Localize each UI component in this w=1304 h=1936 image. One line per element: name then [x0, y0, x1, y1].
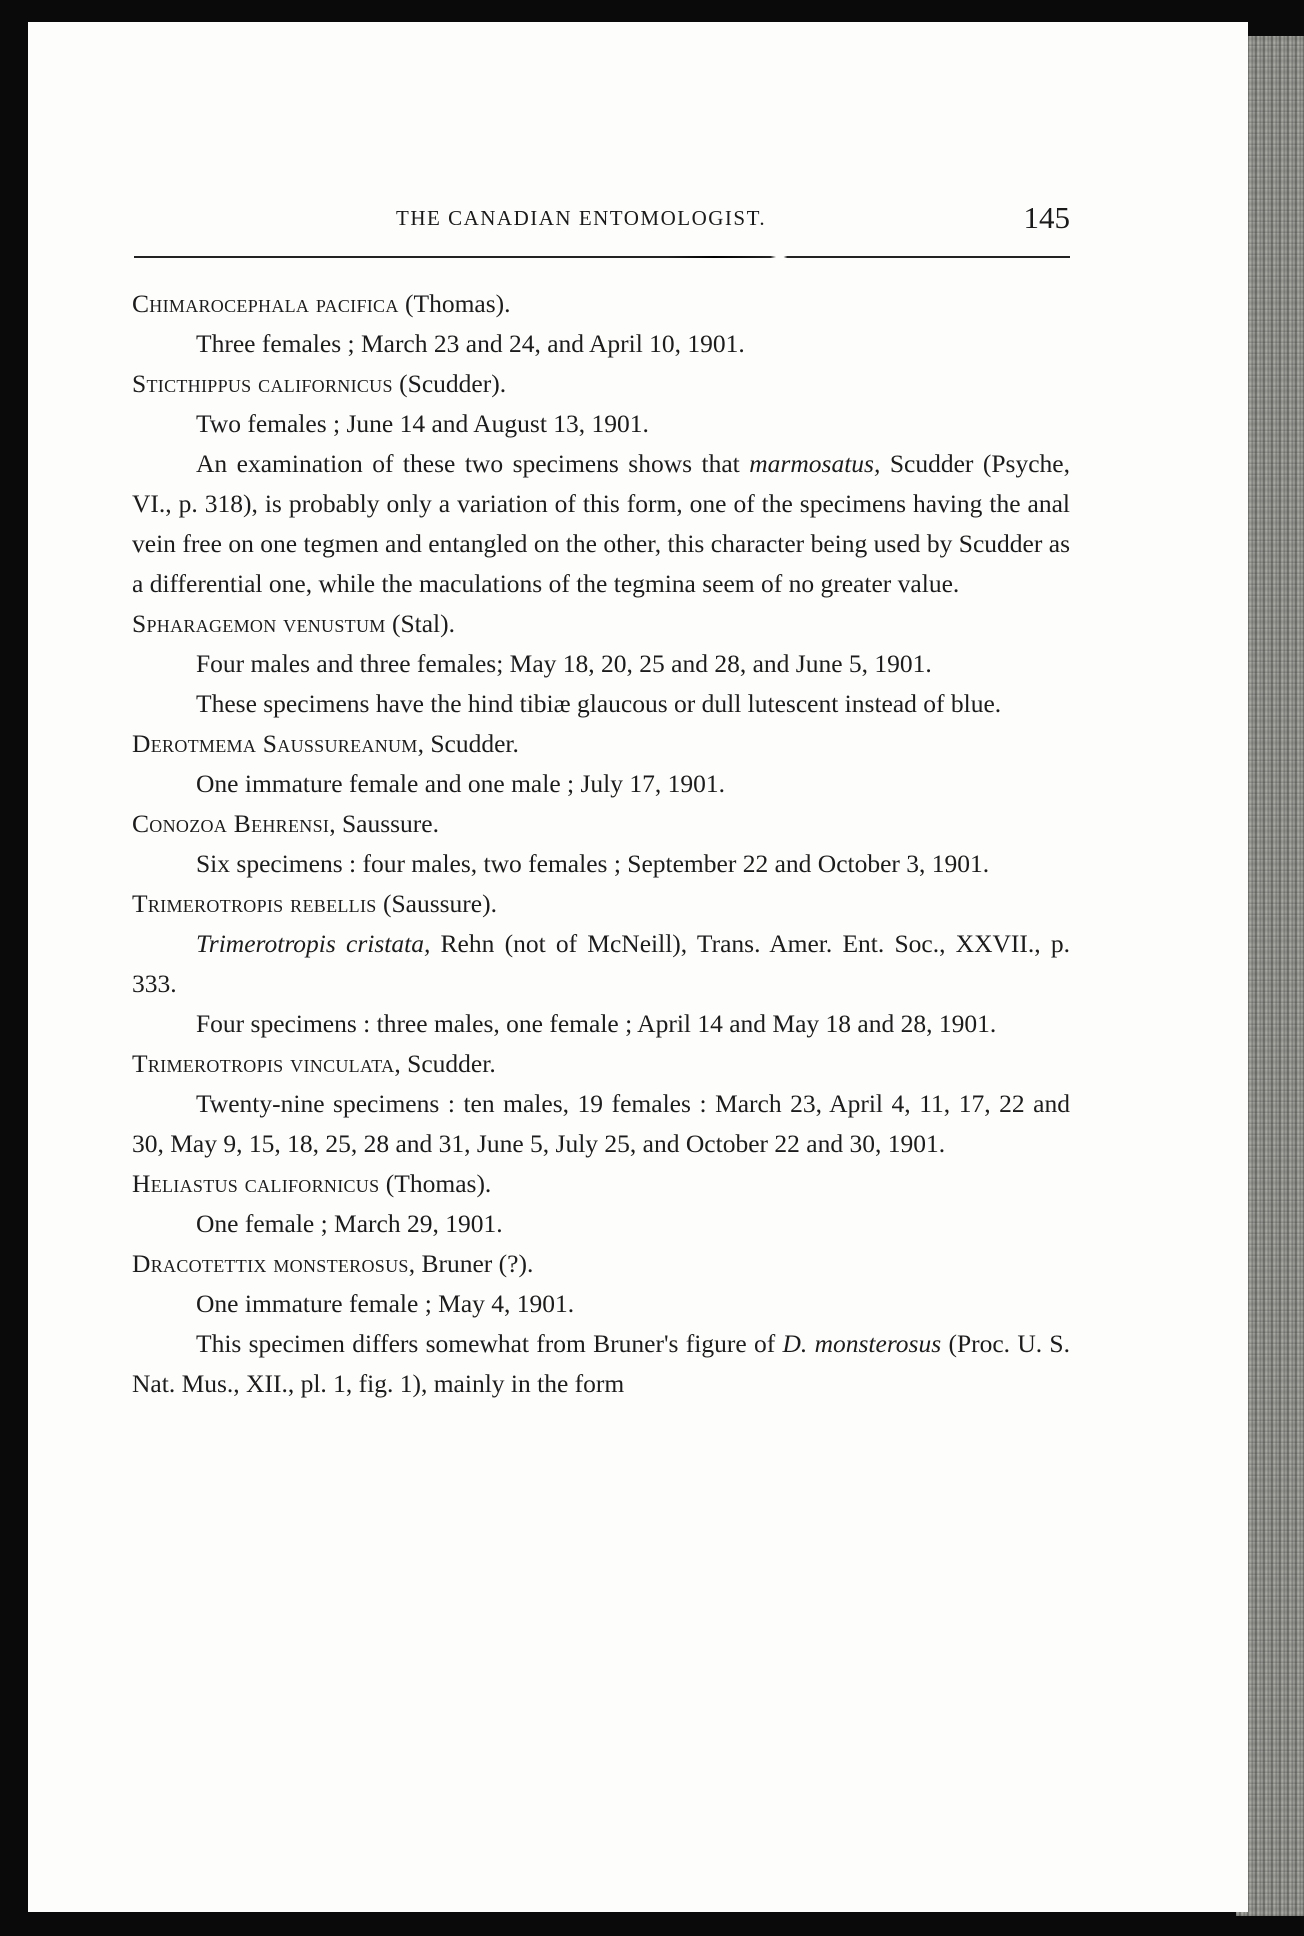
italic-taxon: monsterosus	[814, 1329, 942, 1358]
species-author: , Scudder.	[394, 1049, 496, 1078]
species-name: Sticthippus californicus	[132, 369, 393, 398]
species-name: Derotmema Saussureanum	[132, 729, 418, 758]
species-author: , Scudder.	[417, 729, 519, 758]
species-heading	[132, 1244, 1070, 1284]
species-heading	[132, 804, 1070, 844]
species-author: (Scudder).	[399, 369, 507, 398]
paragraph: Three females ; March 23 and 24, and April 10, 1901.	[196, 329, 745, 358]
paragraph: One female ; March 29, 1901.	[196, 1209, 503, 1238]
italic-taxon: Trimerotropis cristata,	[196, 929, 431, 958]
species-name: Conozoa Behrensi	[132, 809, 330, 838]
species-author: (Thomas).	[385, 1169, 492, 1198]
paragraph: Four specimens : three males, one female ; April 14 and May 18 and 28, 1901.	[196, 1009, 997, 1038]
italic-taxon: marmosatus,	[749, 449, 881, 478]
page-body	[132, 284, 1070, 1404]
species-name: Trimerotropis vinculata	[132, 1049, 395, 1078]
synonym-paragraph: Trimerotropis cristata, Rehn (not of McNeill), Trans. Amer. Ent. Soc., XXVII., p. 333.	[132, 929, 1070, 998]
paragraph: An examination of these two specimens shows that marmosatus, Scudder (Psyche, VI., p. 318), is probably only a variation of this form, one of the specimens having the anal vein free on one tegmen and entangled on the other, this character being used by Scudder as a differential one, while the maculations of the tegmina seem of no greater value.	[132, 449, 1070, 598]
species-author: , Saussure.	[329, 809, 439, 838]
species-author: (Thomas).	[405, 289, 511, 318]
species-author: (Saussure).	[382, 889, 497, 918]
paragraph: Six specimens : four males, two females ; September 22 and October 3, 1901.	[196, 849, 990, 878]
species-name: Heliastus californicus	[132, 1169, 380, 1198]
species-heading	[132, 1044, 1070, 1084]
species-name: Chimarocephala pacifica	[132, 289, 399, 318]
page-number: 145	[1023, 200, 1070, 235]
species-heading	[132, 884, 1070, 924]
paragraph: One immature female ; May 4, 1901.	[196, 1289, 575, 1318]
species-name: Trimerotropis rebellis	[132, 889, 377, 918]
species-author: (Stal).	[391, 609, 455, 638]
running-title: THE CANADIAN ENTOMOLOGIST.	[396, 206, 767, 230]
species-heading	[132, 724, 1070, 764]
paragraph: One immature female and one male ; July 17, 1901.	[196, 769, 725, 798]
species-heading	[132, 1164, 1070, 1204]
italic-taxon: D.	[782, 1329, 808, 1358]
paragraph: Four males and three females; May 18, 20, 25 and 28, and June 5, 1901.	[196, 649, 932, 678]
species-author: , Bruner (?).	[408, 1249, 534, 1278]
running-header	[134, 200, 1070, 246]
species-heading	[132, 284, 1070, 324]
species-name: Spharagemon venustum	[132, 609, 386, 638]
paragraph: These specimens have the hind tibiæ glaucous or dull lutescent instead of blue.	[196, 689, 1002, 718]
species-heading	[132, 364, 1070, 404]
header-rule	[134, 256, 1070, 258]
species-name: Dracotettix monsterosus	[132, 1249, 409, 1278]
paragraph: Twenty-nine specimens : ten males, 19 females : March 23, April 4, 11, 17, 22 and 30, May 9, 15, 18, 25, 28 and 31, June 5, July 25, and October 22 and 30, 1901.	[132, 1089, 1070, 1158]
species-heading	[132, 604, 1070, 644]
paragraph: Two females ; June 14 and August 13, 1901.	[196, 409, 649, 438]
paragraph: This specimen differs somewhat from Bruner's figure of D. monsterosus (Proc. U. S. Nat. Mus., XII., pl. 1, fig. 1), mainly in the form	[132, 1329, 1070, 1398]
